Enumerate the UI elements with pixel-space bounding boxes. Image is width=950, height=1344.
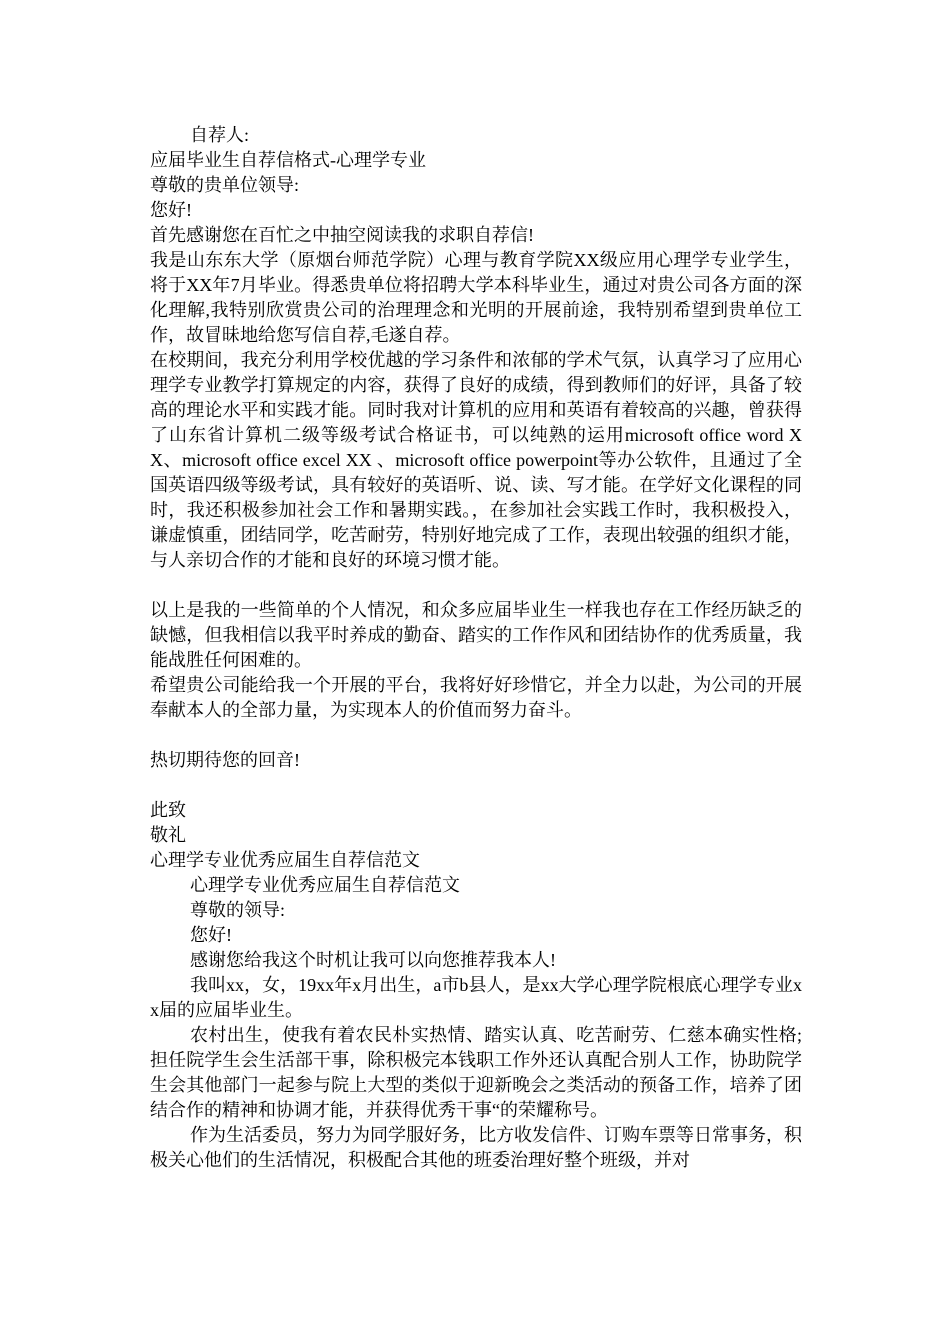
letter2-title: 心理学专业优秀应届生自荐信范文 [190,875,460,895]
letter-title: 应届毕业生自荐信格式-心理学专业 [150,150,426,170]
recommender-line: 自荐人: [190,125,250,145]
letter2-paragraph-thanks: 感谢您给我这个时机让我可以向您推荐我本人! [190,950,556,970]
paragraph-thanks: 首先感谢您在百忙之中抽空阅读我的求职自荐信! [150,225,534,245]
section-heading: 心理学专业优秀应届生自荐信范文 [150,850,420,870]
closing-line: 此致 [150,800,186,820]
letter-content [150,123,802,1173]
letter2-paragraph-duties: 作为生活委员，努力为同学服好务，比方收发信件、订购车票等日常事务，积极关心他们的生活情况，积极配合其他的班委治理好整个班级，并对 [150,1125,802,1170]
paragraph-school: 在校期间，我充分利用学校优越的学习条件和浓郁的学术气氛，认真学习了应用心理学专业教学打算规定的内容，获得了良好的成绩，得到教师们的好评，具备了较高的理论水平和实践才能。同时我对计算机的应用和英语有着较高的兴趣，曾获得了山东省计算机二级等级考试合格证书，可以纯熟的运用microsoft office word XX、microsoft office excel XX 、microsoft office powerpoint等办公软件，且通过了全国英语四级等级考试，具有较好的英语听、说、读、写才能。在学好文化课程的同时，我还积极参加社会工作和暑期实践。，在参加社会实践工作时，我积极投入，谦虚慎重，团结同学，吃苦耐劳，特别好地完成了工作，表现出较强的组织才能，与人亲切合作的才能和良好的环境习惯才能。 [150,350,802,570]
paragraph-summary: 以上是我的一些简单的个人情况，和众多应届毕业生一样我也存在工作经历缺乏的缺憾，但我相信以我平时养成的勤奋、踏实的工作作风和团结协作的优秀质量，我能战胜任何困难的。 [150,600,802,670]
greeting: 您好! [150,200,192,220]
blank-line [150,573,802,598]
letter2-greeting: 您好! [190,925,232,945]
letter2-salutation: 尊敬的领导: [190,900,286,920]
letter2-paragraph-background: 农村出生，使我有着农民朴实热情、踏实认真、吃苦耐劳、仁慈本确实性格;担任院学生会生活部干事，除积极完本钱职工作外还认真配合别人工作，协助院学生会其他部门一起参与院上大型的类似于迎新晚会之类活动的预备工作，培养了团结合作的精神和协调才能，并获得优秀干事“的荣耀称号。 [150,1025,802,1120]
paragraph-await: 热切期待您的回音! [150,750,300,770]
paragraph-intro: 我是山东东大学（原烟台师范学院）心理与教育学院XX级应用心理学专业学生，将于XX年7月毕业。得悉贵单位将招聘大学本科毕业生，通过对贵公司各方面的深化理解,我特别欣赏贵公司的治理理念和光明的开展前途，我特别希望到贵单位工作，故冒昧地给您写信自荐,毛遂自荐。 [150,250,802,345]
blank-line [150,773,802,798]
paragraph-hope: 希望贵公司能给我一个开展的平台，我将好好珍惜它，并全力以赴，为公司的开展奉献本人的全部力量，为实现本人的价值而努力奋斗。 [150,675,802,720]
salutation: 尊敬的贵单位领导: [150,175,300,195]
letter2-paragraph-intro: 我叫xx，女，19xx年x月出生，a市b县人，是xx大学心理学院根底心理学专业xx届的应届毕业生。 [150,975,802,1020]
closing-regards: 敬礼 [150,825,186,845]
blank-line [150,723,802,748]
